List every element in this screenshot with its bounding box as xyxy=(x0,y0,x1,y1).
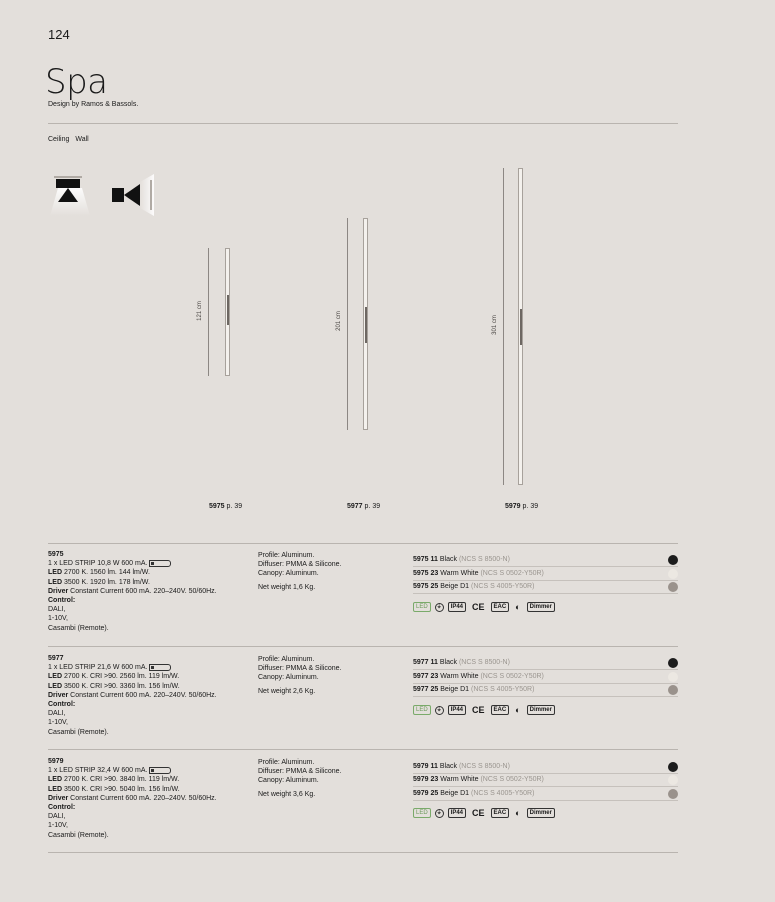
led-key: LED xyxy=(48,569,62,577)
height-label: 121 cm xyxy=(196,301,203,321)
color-swatch xyxy=(668,658,678,668)
led-spec: 3500 K. CRI >90. 3360 lm. 156 lm/W. xyxy=(62,682,180,690)
dimension-line xyxy=(503,168,504,485)
finish-name: Black xyxy=(439,659,457,666)
finish-row xyxy=(413,580,678,594)
strip-spec: 1 x LED STRIP 32,4 W 600 mA. xyxy=(48,767,148,775)
led-badge: LED xyxy=(413,808,431,818)
certifications xyxy=(413,808,555,818)
control-item: 1-10V, xyxy=(48,822,68,830)
finish-row xyxy=(413,683,678,697)
driver-spec: Constant Current 600 mA. 220–240V. 50/60Hz. xyxy=(68,691,217,699)
divider xyxy=(48,852,678,853)
model-code: 5975 xyxy=(48,551,64,558)
height-label: 301 cm xyxy=(491,315,498,335)
finish-ncs: (NCS S 8500-N) xyxy=(458,763,510,770)
led-badge: LED xyxy=(413,705,431,715)
casambi-icon: ◐ xyxy=(515,705,521,715)
certifications xyxy=(413,705,555,715)
control-item: Casambi (Remote). xyxy=(48,728,109,736)
color-swatch xyxy=(668,789,678,799)
finish-row xyxy=(413,656,678,670)
finish-name: Beige D1 xyxy=(440,790,470,797)
materials-5979 xyxy=(258,758,342,799)
canopy-material: Canopy: Aluminum. xyxy=(258,570,319,578)
designer-credit: Design by Ramos & Bassols. xyxy=(48,101,139,108)
page-number: 124 xyxy=(48,27,70,42)
net-weight: Net weight 2,6 Kg. xyxy=(258,687,316,695)
profile-material: Profile: Aluminum. xyxy=(258,759,315,766)
finish-name: Black xyxy=(439,763,457,770)
mounting-wall: Wall xyxy=(75,136,89,143)
finish-ncs: (NCS S 0502-Y50R) xyxy=(480,570,544,577)
canopy-material: Canopy: Aluminum. xyxy=(258,777,319,785)
finish-code: 5975 23 xyxy=(413,570,439,577)
battery-icon xyxy=(149,664,171,671)
mounting-ceiling: Ceiling xyxy=(48,136,70,143)
eac-badge: EAC xyxy=(491,602,510,612)
led-key: LED xyxy=(48,578,62,586)
ce-mark: CE xyxy=(472,705,485,715)
led-spec: 2700 K. 1560 lm. 144 lm/W. xyxy=(62,569,150,577)
finish-name: Black xyxy=(439,556,457,563)
led-badge: LED xyxy=(413,602,431,612)
lamp-ref-page: p. 39 xyxy=(522,503,539,510)
driver-key: Driver xyxy=(48,691,69,699)
divider xyxy=(48,123,678,124)
ce-mark: CE xyxy=(472,602,485,612)
led-key: LED xyxy=(48,785,62,793)
finish-ncs: (NCS S 4005-Y50R) xyxy=(471,790,535,797)
lamp-5979 xyxy=(518,168,523,485)
battery-icon xyxy=(149,560,171,567)
battery-icon xyxy=(149,767,171,774)
control-item: Casambi (Remote). xyxy=(48,831,109,839)
ip44-badge: IP44 xyxy=(448,705,466,715)
lamp-5975 xyxy=(225,248,230,376)
control-item: DALI, xyxy=(48,710,66,718)
model-code: 5977 xyxy=(48,655,64,662)
finish-code: 5979 23 xyxy=(413,776,439,783)
finish-row xyxy=(413,567,678,581)
control-item: Casambi (Remote). xyxy=(48,624,109,632)
divider xyxy=(48,543,678,544)
wall-mount-icon xyxy=(112,174,152,216)
spec-block-5979 xyxy=(48,757,253,840)
lamp-ref xyxy=(209,503,242,510)
lamp-ref-page: p. 39 xyxy=(226,503,243,510)
diffuser-material: Diffuser: PMMA & Silicone. xyxy=(258,768,342,776)
mounting-types xyxy=(48,136,93,143)
diffuser-material: Diffuser: PMMA & Silicone. xyxy=(258,665,342,673)
led-key: LED xyxy=(48,776,62,784)
color-swatch xyxy=(668,762,678,772)
product-title: Spa xyxy=(45,62,108,102)
strip-spec: 1 x LED STRIP 21,6 W 600 mA. xyxy=(48,664,148,672)
driver-spec: Constant Current 600 mA. 220–240V. 50/60Hz. xyxy=(68,794,217,802)
profile-material: Profile: Aluminum. xyxy=(258,552,315,559)
net-weight: Net weight 1,6 Kg. xyxy=(258,583,316,591)
eac-badge: EAC xyxy=(491,705,510,715)
led-spec: 2700 K. CRI >90. 2560 lm. 119 lm/W. xyxy=(62,673,180,681)
finish-code: 5977 11 xyxy=(413,659,438,666)
finish-row xyxy=(413,670,678,684)
color-swatch xyxy=(668,685,678,695)
ceiling-mount-icon xyxy=(50,174,90,216)
color-swatch xyxy=(668,775,678,785)
finish-ncs: (NCS S 4005-Y50R) xyxy=(471,583,535,590)
spec-block-5975 xyxy=(48,550,253,633)
ip44-badge: IP44 xyxy=(448,808,466,818)
height-label: 201 cm xyxy=(335,311,342,331)
led-spec: 3500 K. CRI >90. 5040 lm. 156 lm/W. xyxy=(62,785,180,793)
finish-row xyxy=(413,553,678,567)
finish-ncs: (NCS S 8500-N) xyxy=(458,556,510,563)
finish-code: 5977 25 xyxy=(413,686,439,693)
lamp-ref xyxy=(505,503,538,510)
model-code: 5979 xyxy=(48,758,64,765)
dimension-line xyxy=(208,248,209,376)
finish-ncs: (NCS S 0502-Y50R) xyxy=(480,673,544,680)
eac-badge: EAC xyxy=(491,808,510,818)
lamp-ref-code: 5979 xyxy=(505,503,521,510)
lamp-ref xyxy=(347,503,380,510)
finish-name: Beige D1 xyxy=(440,686,470,693)
finish-code: 5975 11 xyxy=(413,556,438,563)
canopy-material: Canopy: Aluminum. xyxy=(258,674,319,682)
class-i-icon: ⏚ xyxy=(436,603,442,610)
color-swatch xyxy=(668,672,678,682)
led-key: LED xyxy=(48,682,62,690)
led-key: LED xyxy=(48,673,62,681)
net-weight: Net weight 3,6 Kg. xyxy=(258,790,316,798)
color-swatch xyxy=(668,569,678,579)
led-spec: 3500 K. 1920 lm. 178 lm/W. xyxy=(62,578,150,586)
materials-5975 xyxy=(258,551,342,592)
finish-row xyxy=(413,787,678,801)
control-key: Control: xyxy=(48,597,76,605)
finish-code: 5975 25 xyxy=(413,583,439,590)
lamp-ref-code: 5975 xyxy=(209,503,225,510)
lamp-ref-page: p. 39 xyxy=(364,503,381,510)
finish-name: Beige D1 xyxy=(440,583,470,590)
finish-row xyxy=(413,760,678,774)
strip-spec: 1 x LED STRIP 10,8 W 600 mA. xyxy=(48,560,148,568)
led-spec: 2700 K. CRI >90. 3840 lm. 119 lm/W. xyxy=(62,776,180,784)
dimmer-badge: Dimmer xyxy=(527,808,555,818)
ce-mark: CE xyxy=(472,808,485,818)
finish-name: Warm White xyxy=(440,570,479,577)
class-i-icon: ⏚ xyxy=(436,809,442,816)
dimension-line xyxy=(347,218,348,430)
divider xyxy=(48,646,678,647)
class-i-icon: ⏚ xyxy=(436,706,442,713)
dimmer-badge: Dimmer xyxy=(527,705,555,715)
casambi-icon: ◐ xyxy=(515,602,521,612)
finish-row xyxy=(413,773,678,787)
diffuser-material: Diffuser: PMMA & Silicone. xyxy=(258,561,342,569)
finish-ncs: (NCS S 4005-Y50R) xyxy=(471,686,535,693)
driver-key: Driver xyxy=(48,794,69,802)
control-item: 1-10V, xyxy=(48,615,68,623)
finish-name: Warm White xyxy=(440,776,479,783)
finish-ncs: (NCS S 8500-N) xyxy=(458,659,510,666)
finish-name: Warm White xyxy=(440,673,479,680)
lamp-5977 xyxy=(363,218,368,430)
finish-code: 5979 25 xyxy=(413,790,439,797)
materials-5977 xyxy=(258,655,342,696)
control-key: Control: xyxy=(48,804,76,812)
dimmer-badge: Dimmer xyxy=(527,602,555,612)
color-swatch xyxy=(668,555,678,565)
profile-material: Profile: Aluminum. xyxy=(258,656,315,663)
control-item: 1-10V, xyxy=(48,719,68,727)
driver-spec: Constant Current 600 mA. 220–240V. 50/60Hz. xyxy=(68,587,217,595)
finish-code: 5977 23 xyxy=(413,673,439,680)
control-item: DALI, xyxy=(48,606,66,614)
casambi-icon: ◐ xyxy=(515,808,521,818)
certifications xyxy=(413,602,555,612)
control-key: Control: xyxy=(48,701,76,709)
driver-key: Driver xyxy=(48,587,69,595)
finish-ncs: (NCS S 0502-Y50R) xyxy=(480,776,544,783)
finish-code: 5979 11 xyxy=(413,763,438,770)
lamp-ref-code: 5977 xyxy=(347,503,363,510)
control-item: DALI, xyxy=(48,813,66,821)
ip44-badge: IP44 xyxy=(448,602,466,612)
divider xyxy=(48,749,678,750)
spec-block-5977 xyxy=(48,654,253,737)
color-swatch xyxy=(668,582,678,592)
